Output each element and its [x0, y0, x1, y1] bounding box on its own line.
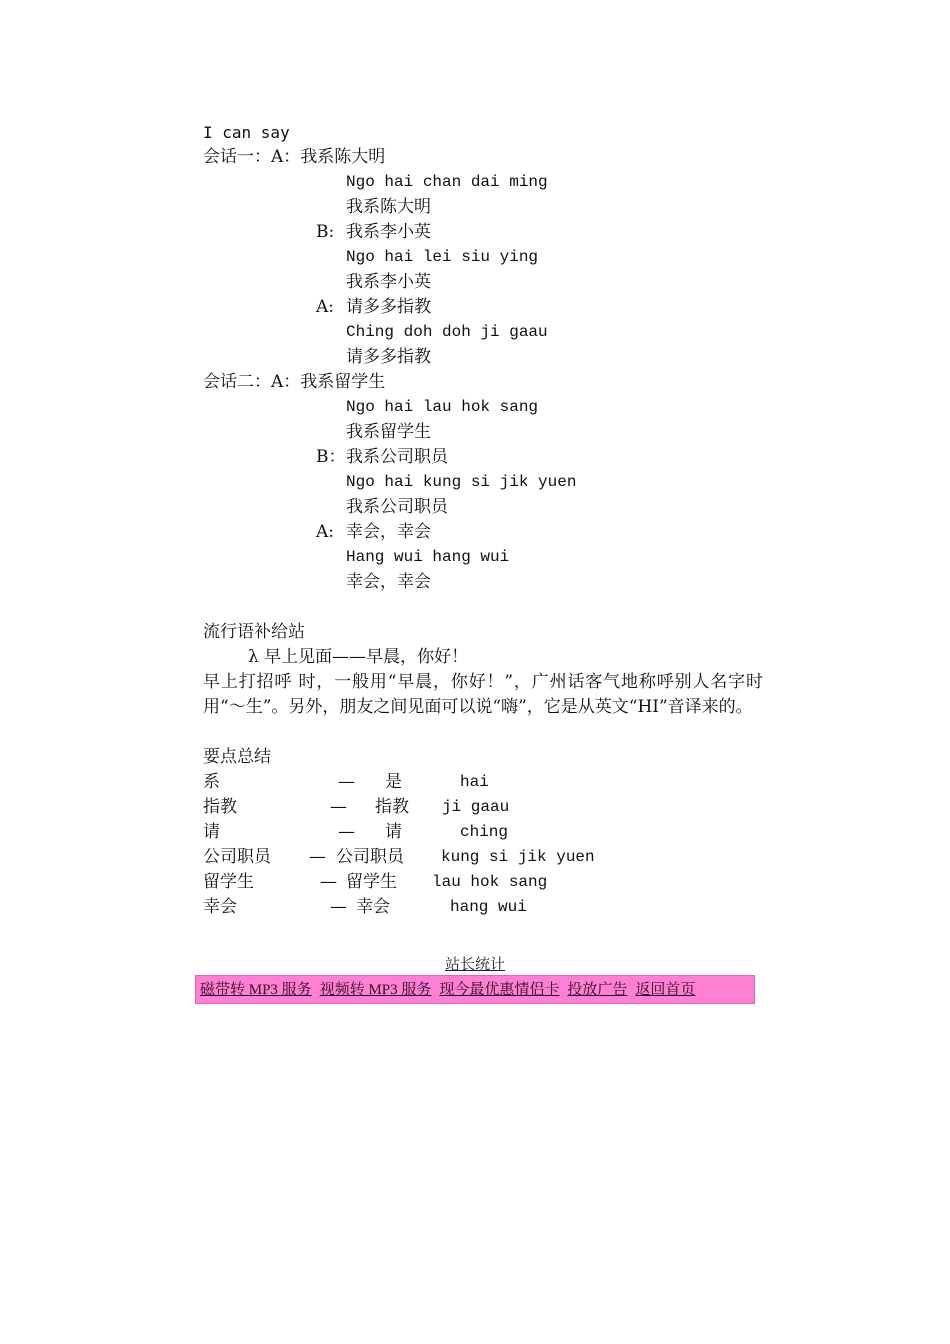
document-body [203, 120, 763, 920]
summary-meaning: 公司职员 [336, 847, 404, 867]
summary-table [203, 770, 763, 920]
dialogue-line [203, 445, 763, 470]
summary-word: 公司职员 [203, 847, 271, 867]
summary-heading: 要点总结 [203, 747, 271, 767]
summary-meaning: 是 [385, 772, 402, 792]
dialogue-line [203, 195, 763, 220]
dialogue-line [203, 295, 763, 320]
speaker-label: A: [316, 522, 335, 542]
chinese-text: 我系陈大明 [346, 197, 431, 217]
romanization-text: Ngo hai lau hok sang [346, 398, 539, 416]
romanization-text: Ngo hai chan dai ming [346, 173, 548, 191]
summary-row [203, 795, 763, 820]
summary-pinyin: ching [460, 823, 509, 841]
chinese-text: 我系公司职员 [346, 497, 448, 517]
footer-link-bar [195, 975, 755, 1004]
popular-bullet: λ 早上见面——早晨，你好！ [248, 647, 469, 667]
dialogue1-header: 会话一：A：我系陈大明 [203, 147, 386, 167]
speaker-label: A: [316, 297, 335, 317]
footer-link[interactable]: 现今最优惠情侣卡 [439, 982, 560, 998]
speaker-label: B： [316, 447, 346, 467]
summary-pinyin: hai [460, 773, 489, 791]
popular-paragraph: 早上打招呼 时，一般用“早晨，你好！”，广州话客气地称呼别人名字时用“～生”。另外，朋友之间见面可以说“嗨”，它是从英文“HI”音译来的。 [203, 672, 763, 717]
chinese-text: 我系李小英 [346, 272, 431, 292]
popular-heading: 流行语补给站 [203, 622, 305, 642]
summary-row [203, 845, 763, 870]
chinese-text: 我系留学生 [346, 422, 431, 442]
dialogue2-lines [203, 395, 763, 595]
spacer [203, 720, 763, 745]
stats-link[interactable]: 站长统计 [444, 957, 505, 973]
summary-row [203, 770, 763, 795]
dialogue-line [203, 220, 763, 245]
dialogue-line [203, 170, 763, 195]
summary-word: 幸会 [203, 897, 237, 917]
chinese-text: 幸会，幸会 [346, 572, 431, 592]
footer-link[interactable]: 投放广告 [567, 982, 628, 998]
chinese-text: 幸会，幸会 [346, 522, 431, 542]
dialogue-line [203, 320, 763, 345]
summary-dash: — [309, 847, 326, 867]
dialogue-line [203, 545, 763, 570]
summary-dash: — [330, 897, 347, 917]
summary-meaning: 请 [385, 822, 402, 842]
summary-pinyin: hang wui [450, 898, 527, 916]
dialogue-line [203, 570, 763, 595]
summary-dash: — [330, 797, 347, 817]
summary-meaning: 指教 [375, 797, 409, 817]
chinese-text: 我系公司职员 [346, 447, 448, 467]
dialogue-line [203, 270, 763, 295]
summary-word: 请 [203, 822, 220, 842]
dialogue2-header: 会话二：A：我系留学生 [203, 372, 386, 392]
dialogue-line [203, 520, 763, 545]
stats-row [0, 953, 950, 974]
speaker-label: B: [316, 222, 335, 242]
summary-dash: — [338, 822, 355, 842]
dialogue-line [203, 470, 763, 495]
summary-word: 指教 [203, 797, 237, 817]
footer-link[interactable]: 磁带转 MP3 服务 [200, 982, 312, 998]
romanization-text: Ching doh doh ji gaau [346, 323, 548, 341]
summary-dash: — [320, 872, 337, 892]
summary-row [203, 870, 763, 895]
chinese-text: 请多多指教 [346, 347, 431, 367]
spacer [203, 595, 763, 620]
chinese-text: 我系李小英 [346, 222, 431, 242]
romanization-text: Ngo hai lei siu ying [346, 248, 539, 266]
dialogue-line [203, 395, 763, 420]
dialogue-line [203, 420, 763, 445]
summary-row [203, 820, 763, 845]
summary-meaning: 留学生 [346, 872, 397, 892]
romanization-text: Ngo hai kung si jik yuen [346, 473, 577, 491]
summary-pinyin: kung si jik yuen [441, 848, 595, 866]
summary-pinyin: ji gaau [442, 798, 510, 816]
dialogue-line [203, 495, 763, 520]
page-title: I can say [203, 123, 290, 142]
summary-word: 留学生 [203, 872, 254, 892]
chinese-text: 请多多指教 [346, 297, 431, 317]
footer-link[interactable]: 视频转 MP3 服务 [319, 982, 432, 998]
footer-link[interactable]: 返回首页 [635, 982, 696, 998]
dialogue1-lines [203, 170, 763, 370]
summary-row [203, 895, 763, 920]
dialogue-line [203, 245, 763, 270]
summary-meaning: 幸会 [356, 897, 390, 917]
romanization-text: Hang wui hang wui [346, 548, 510, 566]
summary-word: 系 [203, 772, 220, 792]
dialogue-line [203, 345, 763, 370]
summary-dash: — [338, 772, 355, 792]
summary-pinyin: lau hok sang [432, 873, 548, 891]
